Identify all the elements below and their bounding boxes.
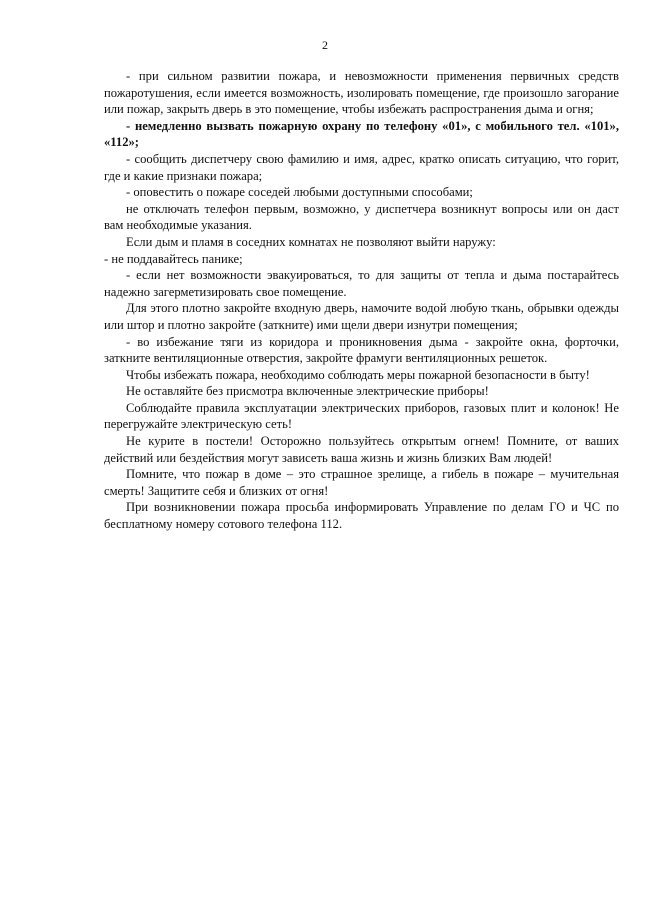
paragraph-remember: Помните, что пожар в доме – это страшное зрелище, а гибель в пожаре – мучительная смерть! Защитите себя и близких от огня! — [104, 467, 619, 498]
paragraph-no-smoking: Не курите в постели! Осторожно пользуйтесь открытым огнем! Помните, от ваших действий или бездействия могут зависеть ваша жизнь и жизнь близких Вам людей! — [104, 434, 619, 465]
paragraph-close-door: Для этого плотно закройте входную дверь, намочите водой любую ткань, обрывки одежды или штор и плотно закройте (заткните) ими щели двери изнутри помещения; — [104, 301, 619, 332]
paragraph-report-112: При возникновении пожара просьба информировать Управление по делам ГО и ЧС по бесплатному номеру сотового телефона 112. — [104, 500, 619, 532]
paragraph-call-fire-service: - немедленно вызвать пожарную охрану по телефону «01», с мобильного тел. «101», «112»; — [104, 118, 619, 150]
paragraph-appliances: Не оставляйте без присмотра включенные электрические приборы! — [126, 384, 489, 399]
paragraph-seal-room: - если нет возможности эвакуироваться, то для защиты от тепла и дыма постарайтесь надежно загерметизировать свое помещение. — [104, 268, 619, 299]
paragraph-smoke-in-rooms: Если дым и пламя в соседних комнатах не позволяют выйти наружу: — [126, 234, 496, 249]
page-number: 2 — [322, 38, 328, 52]
paragraph-inform-dispatcher: - сообщить диспетчеру свою фамилию и имя, адрес, кратко описать ситуацию, что горит, где и какие признаки пожара; — [104, 151, 619, 183]
body-text — [104, 68, 619, 533]
paragraph-block-draft: - во избежание тяги из коридора и проникновения дыма - закройте окна, форточки, заткните вентиляционные отверстия, закройте фрамуги вентиляционных решеток. — [104, 334, 619, 366]
paragraph-usage-rules: Соблюдайте правила эксплуатации электрических приборов, газовых плит и колонок! Не перегружайте электрическую сеть! — [104, 400, 619, 432]
paragraph-isolate-room: - при сильном развитии пожара, и невозможности применения первичных средств пожаротушения, если имеется возможность, изолировать помещение, где произошло загорание или пожар, закрыть дверь в это помещение, чтобы избежать распространения дыма и огня; — [104, 69, 619, 117]
paragraph-stay-on-line: не отключать телефон первым, возможно, у диспетчера возникнут вопросы или он даст вам необходимые указания. — [104, 201, 619, 233]
paragraph-no-panic: - не поддавайтесь панике; — [104, 251, 243, 266]
paragraph-notify-neighbors: - оповестить о пожаре соседей любыми доступными способами; — [126, 185, 473, 200]
paragraph-fire-safety: Чтобы избежать пожара, необходимо соблюдать меры пожарной безопасности в быту! — [126, 367, 590, 382]
